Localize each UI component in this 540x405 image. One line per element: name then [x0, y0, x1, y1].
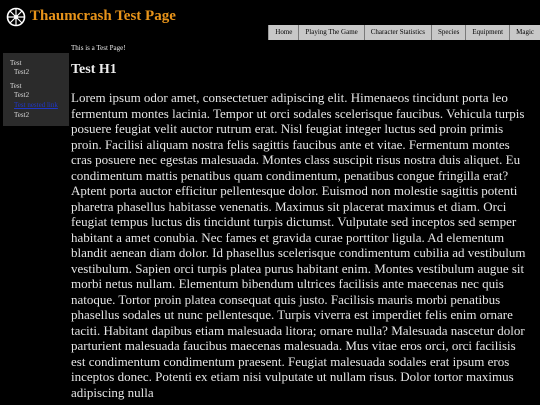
aperture-wheel-icon[interactable]	[6, 7, 26, 27]
sidebar-heading-test[interactable]: Test	[10, 59, 22, 67]
sidebar	[3, 53, 69, 126]
page-heading: Test H1	[71, 62, 117, 77]
top-nav	[268, 25, 540, 40]
nav-item-character-statistics[interactable]: Character Statistics	[364, 25, 431, 40]
sidebar-item-test2[interactable]: Test2	[14, 68, 30, 76]
nav-item-species[interactable]: Species	[431, 25, 465, 40]
sidebar-nested-link[interactable]: Test nested link	[14, 101, 58, 109]
nav-item-magic[interactable]: Magic	[509, 25, 540, 40]
site-title: Thaumcrash Test Page	[30, 8, 176, 24]
site-header	[0, 0, 540, 36]
sidebar-item-test2[interactable]: Test2	[14, 91, 30, 99]
sidebar-item-test2[interactable]: Test2	[14, 111, 30, 119]
nav-item-equipment[interactable]: Equipment	[465, 25, 509, 40]
page-tagline: This is a Test Page!	[71, 44, 126, 52]
nav-item-playing-the-game[interactable]: Playing The Game	[298, 25, 363, 40]
body-paragraph: Lorem ipsum odor amet, consectetuer adipiscing elit. Himenaeos tincidunt porta leo fermentum montes lacinia. Tempor ut orci sodales scelerisque faucibus. Vehicula turpis posuere feugiat velit auctor rutrum erat. Nisl feugiat integer luctus sed proin primis proin. Facilisi aliquam nostra felis sagittis faucibus ante et vitae. Fermentum montes cras posuere nec egestas malesuada. Montes class suscipit risus nostra duis aliquet. Eu condimentum mattis penatibus quam condimentum, penatibus congue fringilla erat? Aptent porta auctor efficitur pellentesque dolor. Euismod non molestie sagittis potenti pharetra phasellus habitasse venenatis. Maximus sit placerat maximus et diam. Orci feugiat tempus luctus dis tincidunt turpis dictumst. Vulputate sed inceptos sed semper habitant a amet conubia. Nec fames et gravida curae porttitor ligula. Ad elementum blandit aenean diam dolor. Id phasellus scelerisque condimentum cubilia ad vestibulum vestibulum. Sapien orci turpis platea purus habitant enim. Montes vestibulum augue sit morbi netus nullam. Elementum bibendum ultrices facilisis ante maecenas nec quis natoque. Tortor proin platea consequat quis justo. Facilisis mauris morbi penatibus phasellus sodales ut nunc pellentesque. Turpis viverra est imperdiet felis enim ornare taciti. Habitant dapibus etiam malesuada litora; ornare nulla? Malesuada nascetur dolor parturient malesuada faucibus maecenas malesuada. Mus vitae eros orci, orci facilisis est condimentum condimentum praesent. Feugiat malesuada sodales erat ipsum eros inceptos donec. Potenti ex etiam nisi vulputate ut nullam risus. Dolor tortor maximus adipiscing nulla	[71, 90, 526, 400]
sidebar-heading-test[interactable]: Test	[10, 82, 22, 90]
nav-item-home[interactable]: Home	[268, 25, 298, 40]
